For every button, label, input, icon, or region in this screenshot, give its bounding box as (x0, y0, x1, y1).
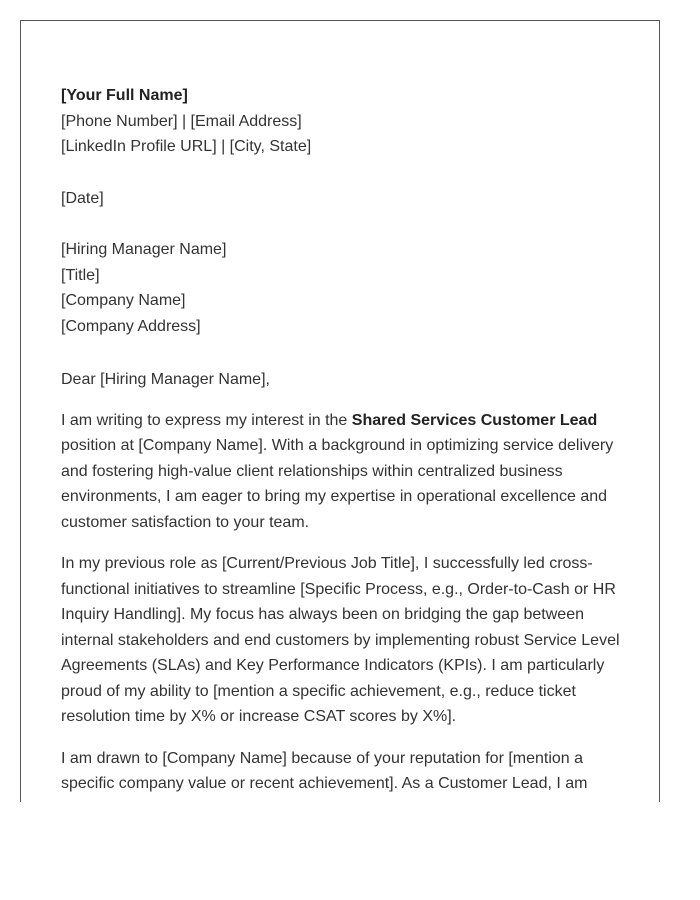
recipient-address: [Company Address] (61, 317, 201, 335)
body-paragraph-3: I am drawn to [Company Name] because of your reputation for [mention a specific company value or recent achievement]. As a Customer Lead, I am (61, 749, 588, 792)
paragraph-1-intro: I am writing to express my interest in the (61, 411, 352, 429)
position-title: Shared Services Customer Lead (351, 411, 598, 429)
salutation: Dear [Hiring Manager Name], (61, 371, 270, 388)
sender-contact-linkedin-city: [LinkedIn Profile URL] | [City, State] (61, 138, 312, 155)
sender-full-name: [Your Full Name] (61, 87, 188, 104)
recipient-name: [Hiring Manager Name] (61, 241, 227, 258)
letter-date: [Date] (61, 189, 104, 207)
letter-page (20, 20, 660, 802)
sender-contact-phone-email: [Phone Number] | [Email Address] (61, 112, 302, 130)
paragraph-1-body: position at [Company Name]. With a background in optimizing service delivery and fostering high-value client relationships within centralized business environments, I am eager to bring my expertise in operational excellence and customer satisfaction to your team. (61, 437, 614, 531)
letter-content (61, 83, 621, 797)
body-paragraph-2: In my previous role as [Current/Previous Job Title], I successfully led cross-functional initiatives to streamline [Specific Process, e.g., Order-to-Cash or HR Inquiry Handling]. My focus has always been on bridging the gap between internal stakeholders and end customers by implementing robust Service Level Agreements (SLAs) and Key Performance Indicators (KPIs). I am particularly proud of my ability to [mention a specific achievement, e.g., reduce ticket resolution time by X% or increase CSAT scores by X%]. (61, 555, 620, 725)
recipient-company: [Company Name] (61, 292, 186, 309)
body-paragraph-1 (61, 408, 621, 536)
recipient-title: [Title] (61, 266, 100, 284)
